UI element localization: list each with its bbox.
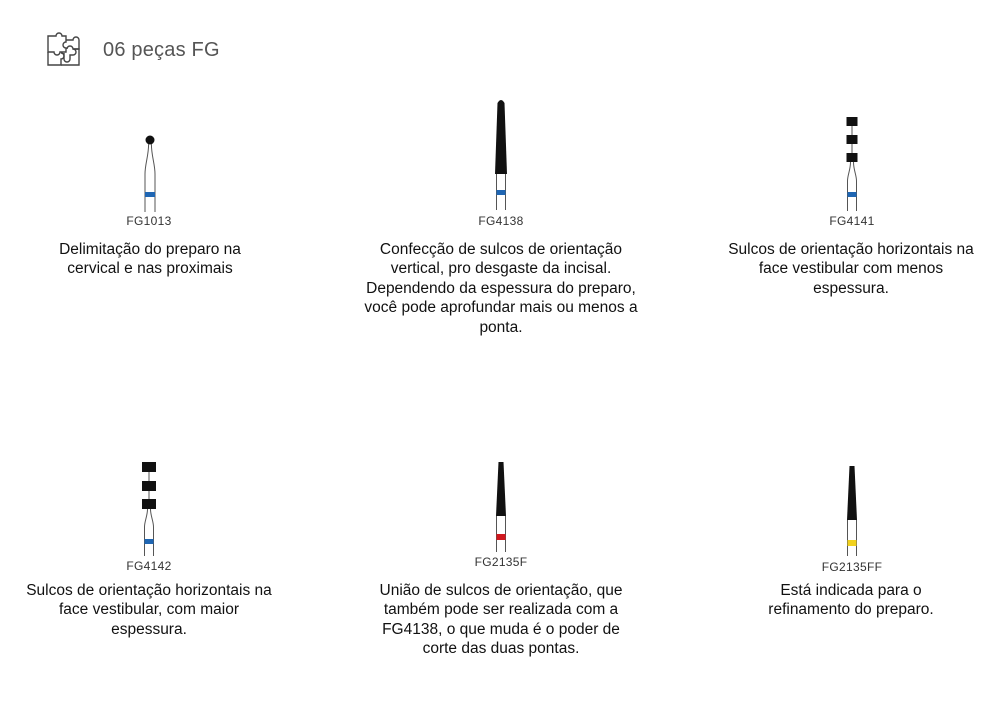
color-band	[145, 192, 155, 197]
product-code: FG1013	[126, 214, 172, 228]
bur-icon-fg4138	[481, 98, 521, 210]
product-description: Está indicada para o refinamento do preparo.	[768, 582, 934, 619]
product-code: FG2135F	[474, 555, 528, 569]
color-band	[497, 534, 506, 540]
header	[46, 32, 220, 68]
product-description: Confecção de sulcos de orientação vertical, pro desgaste da incisal. Dependendo da espessura do preparo, você pode aprofundar mais ou menos a ponta.	[364, 241, 638, 336]
color-band	[848, 540, 857, 546]
product-code: FG4141	[829, 214, 875, 228]
puzzle-icon	[46, 32, 82, 68]
product-description: Sulcos de orientação horizontais na face vestibular com menos espessura.	[728, 241, 974, 297]
bur-icon-fg2135ff	[832, 464, 872, 556]
product-code: FG2135FF	[821, 560, 883, 574]
bur-icon-fg4142	[129, 460, 169, 556]
color-band	[848, 192, 857, 197]
bur-icon-fg1013	[130, 130, 170, 212]
product-description: Delimitação do preparo na cervical e nas proximais	[59, 241, 241, 278]
bur-icon-fg4141	[832, 115, 872, 211]
product-code: FG4142	[126, 559, 172, 573]
product-description: União de sulcos de orientação, que também pode ser realizada com a FG4138, o que muda é o poder de corte das duas pontas.	[379, 582, 623, 658]
page-title: 06 peças FG	[103, 38, 220, 61]
color-band	[145, 539, 154, 544]
bur-icon-fg2135f	[481, 460, 521, 552]
color-band	[497, 190, 506, 195]
product-description: Sulcos de orientação horizontais na face vestibular, com maior espessura.	[26, 582, 272, 638]
product-code: FG4138	[478, 214, 524, 228]
